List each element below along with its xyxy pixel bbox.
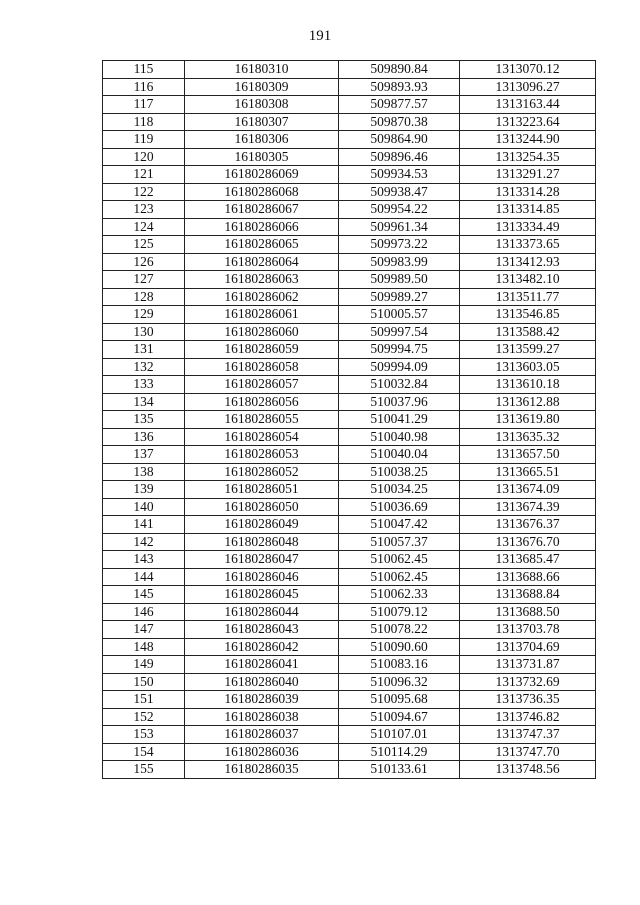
table-row <box>103 236 596 254</box>
row-number-cell: 141 <box>103 516 185 534</box>
y-coordinate-cell: 1313676.37 <box>460 516 596 534</box>
point-id-cell: 16180310 <box>185 61 339 79</box>
point-id-cell: 16180286067 <box>185 201 339 219</box>
y-coordinate-cell: 1313610.18 <box>460 376 596 394</box>
y-coordinate-cell: 1313612.88 <box>460 393 596 411</box>
x-coordinate-cell: 509864.90 <box>339 131 460 149</box>
table-row <box>103 761 596 779</box>
table-row <box>103 673 596 691</box>
row-number-cell: 130 <box>103 323 185 341</box>
y-coordinate-cell: 1313254.35 <box>460 148 596 166</box>
row-number-cell: 147 <box>103 621 185 639</box>
y-coordinate-cell: 1313703.78 <box>460 621 596 639</box>
table-row <box>103 166 596 184</box>
x-coordinate-cell: 510107.01 <box>339 726 460 744</box>
table-row <box>103 586 596 604</box>
row-number-cell: 144 <box>103 568 185 586</box>
point-id-cell: 16180286051 <box>185 481 339 499</box>
table-row <box>103 341 596 359</box>
row-number-cell: 146 <box>103 603 185 621</box>
row-number-cell: 120 <box>103 148 185 166</box>
y-coordinate-cell: 1313163.44 <box>460 96 596 114</box>
point-id-cell: 16180307 <box>185 113 339 131</box>
row-number-cell: 116 <box>103 78 185 96</box>
point-id-cell: 16180286056 <box>185 393 339 411</box>
table-row <box>103 113 596 131</box>
y-coordinate-cell: 1313665.51 <box>460 463 596 481</box>
point-id-cell: 16180286049 <box>185 516 339 534</box>
point-id-cell: 16180286066 <box>185 218 339 236</box>
row-number-cell: 134 <box>103 393 185 411</box>
y-coordinate-cell: 1313482.10 <box>460 271 596 289</box>
point-id-cell: 16180286060 <box>185 323 339 341</box>
x-coordinate-cell: 509994.09 <box>339 358 460 376</box>
y-coordinate-cell: 1313688.84 <box>460 586 596 604</box>
y-coordinate-cell: 1313635.32 <box>460 428 596 446</box>
y-coordinate-cell: 1313373.65 <box>460 236 596 254</box>
y-coordinate-cell: 1313588.42 <box>460 323 596 341</box>
point-id-cell: 16180286046 <box>185 568 339 586</box>
x-coordinate-cell: 509954.22 <box>339 201 460 219</box>
point-id-cell: 16180286043 <box>185 621 339 639</box>
table-row <box>103 61 596 79</box>
row-number-cell: 128 <box>103 288 185 306</box>
coordinates-table-body <box>103 61 596 779</box>
table-row <box>103 218 596 236</box>
point-id-cell: 16180286052 <box>185 463 339 481</box>
table-row <box>103 306 596 324</box>
y-coordinate-cell: 1313412.93 <box>460 253 596 271</box>
row-number-cell: 153 <box>103 726 185 744</box>
point-id-cell: 16180286035 <box>185 761 339 779</box>
row-number-cell: 121 <box>103 166 185 184</box>
row-number-cell: 115 <box>103 61 185 79</box>
row-number-cell: 137 <box>103 446 185 464</box>
x-coordinate-cell: 510032.84 <box>339 376 460 394</box>
point-id-cell: 16180286054 <box>185 428 339 446</box>
x-coordinate-cell: 509896.46 <box>339 148 460 166</box>
table-row <box>103 201 596 219</box>
point-id-cell: 16180286057 <box>185 376 339 394</box>
x-coordinate-cell: 509989.27 <box>339 288 460 306</box>
x-coordinate-cell: 510036.69 <box>339 498 460 516</box>
table-row <box>103 411 596 429</box>
y-coordinate-cell: 1313731.87 <box>460 656 596 674</box>
x-coordinate-cell: 510095.68 <box>339 691 460 709</box>
row-number-cell: 129 <box>103 306 185 324</box>
y-coordinate-cell: 1313674.39 <box>460 498 596 516</box>
point-id-cell: 16180286063 <box>185 271 339 289</box>
y-coordinate-cell: 1313511.77 <box>460 288 596 306</box>
y-coordinate-cell: 1313223.64 <box>460 113 596 131</box>
table-row <box>103 323 596 341</box>
point-id-cell: 16180286055 <box>185 411 339 429</box>
x-coordinate-cell: 510040.04 <box>339 446 460 464</box>
x-coordinate-cell: 510005.57 <box>339 306 460 324</box>
row-number-cell: 145 <box>103 586 185 604</box>
row-number-cell: 119 <box>103 131 185 149</box>
table-row <box>103 96 596 114</box>
x-coordinate-cell: 509870.38 <box>339 113 460 131</box>
table-row <box>103 691 596 709</box>
row-number-cell: 151 <box>103 691 185 709</box>
y-coordinate-cell: 1313096.27 <box>460 78 596 96</box>
point-id-cell: 16180309 <box>185 78 339 96</box>
point-id-cell: 16180286047 <box>185 551 339 569</box>
point-id-cell: 16180286048 <box>185 533 339 551</box>
table-row <box>103 533 596 551</box>
row-number-cell: 152 <box>103 708 185 726</box>
point-id-cell: 16180286059 <box>185 341 339 359</box>
x-coordinate-cell: 509877.57 <box>339 96 460 114</box>
x-coordinate-cell: 510041.29 <box>339 411 460 429</box>
y-coordinate-cell: 1313657.50 <box>460 446 596 464</box>
y-coordinate-cell: 1313599.27 <box>460 341 596 359</box>
y-coordinate-cell: 1313244.90 <box>460 131 596 149</box>
y-coordinate-cell: 1313688.66 <box>460 568 596 586</box>
coordinates-table <box>102 60 596 779</box>
x-coordinate-cell: 510090.60 <box>339 638 460 656</box>
point-id-cell: 16180286037 <box>185 726 339 744</box>
point-id-cell: 16180286065 <box>185 236 339 254</box>
table-row <box>103 376 596 394</box>
row-number-cell: 118 <box>103 113 185 131</box>
x-coordinate-cell: 509997.54 <box>339 323 460 341</box>
table-row <box>103 78 596 96</box>
x-coordinate-cell: 509961.34 <box>339 218 460 236</box>
x-coordinate-cell: 510114.29 <box>339 743 460 761</box>
row-number-cell: 125 <box>103 236 185 254</box>
x-coordinate-cell: 509973.22 <box>339 236 460 254</box>
x-coordinate-cell: 509934.53 <box>339 166 460 184</box>
y-coordinate-cell: 1313748.56 <box>460 761 596 779</box>
x-coordinate-cell: 510062.45 <box>339 568 460 586</box>
row-number-cell: 122 <box>103 183 185 201</box>
table-row <box>103 516 596 534</box>
point-id-cell: 16180286061 <box>185 306 339 324</box>
table-row <box>103 568 596 586</box>
x-coordinate-cell: 510062.33 <box>339 586 460 604</box>
point-id-cell: 16180308 <box>185 96 339 114</box>
table-row <box>103 271 596 289</box>
row-number-cell: 154 <box>103 743 185 761</box>
x-coordinate-cell: 510133.61 <box>339 761 460 779</box>
x-coordinate-cell: 510096.32 <box>339 673 460 691</box>
x-coordinate-cell: 509994.75 <box>339 341 460 359</box>
row-number-cell: 127 <box>103 271 185 289</box>
point-id-cell: 16180286069 <box>185 166 339 184</box>
row-number-cell: 143 <box>103 551 185 569</box>
x-coordinate-cell: 509989.50 <box>339 271 460 289</box>
point-id-cell: 16180305 <box>185 148 339 166</box>
y-coordinate-cell: 1313688.50 <box>460 603 596 621</box>
row-number-cell: 149 <box>103 656 185 674</box>
x-coordinate-cell: 510037.96 <box>339 393 460 411</box>
x-coordinate-cell: 510094.67 <box>339 708 460 726</box>
y-coordinate-cell: 1313546.85 <box>460 306 596 324</box>
row-number-cell: 133 <box>103 376 185 394</box>
y-coordinate-cell: 1313676.70 <box>460 533 596 551</box>
point-id-cell: 16180286038 <box>185 708 339 726</box>
x-coordinate-cell: 510057.37 <box>339 533 460 551</box>
row-number-cell: 124 <box>103 218 185 236</box>
point-id-cell: 16180286062 <box>185 288 339 306</box>
x-coordinate-cell: 509983.99 <box>339 253 460 271</box>
y-coordinate-cell: 1313334.49 <box>460 218 596 236</box>
row-number-cell: 135 <box>103 411 185 429</box>
row-number-cell: 132 <box>103 358 185 376</box>
row-number-cell: 123 <box>103 201 185 219</box>
y-coordinate-cell: 1313747.70 <box>460 743 596 761</box>
y-coordinate-cell: 1313674.09 <box>460 481 596 499</box>
row-number-cell: 155 <box>103 761 185 779</box>
point-id-cell: 16180286050 <box>185 498 339 516</box>
y-coordinate-cell: 1313736.35 <box>460 691 596 709</box>
point-id-cell: 16180286040 <box>185 673 339 691</box>
y-coordinate-cell: 1313314.28 <box>460 183 596 201</box>
point-id-cell: 16180286042 <box>185 638 339 656</box>
table-row <box>103 148 596 166</box>
table-row <box>103 621 596 639</box>
page-number: 191 <box>308 28 332 44</box>
point-id-cell: 16180286041 <box>185 656 339 674</box>
x-coordinate-cell: 510038.25 <box>339 463 460 481</box>
point-id-cell: 16180286044 <box>185 603 339 621</box>
table-row <box>103 393 596 411</box>
y-coordinate-cell: 1313732.69 <box>460 673 596 691</box>
table-row <box>103 726 596 744</box>
y-coordinate-cell: 1313746.82 <box>460 708 596 726</box>
table-row <box>103 743 596 761</box>
row-number-cell: 150 <box>103 673 185 691</box>
table-row <box>103 446 596 464</box>
point-id-cell: 16180286039 <box>185 691 339 709</box>
table-row <box>103 358 596 376</box>
x-coordinate-cell: 510083.16 <box>339 656 460 674</box>
point-id-cell: 16180286036 <box>185 743 339 761</box>
row-number-cell: 148 <box>103 638 185 656</box>
y-coordinate-cell: 1313291.27 <box>460 166 596 184</box>
table-row <box>103 481 596 499</box>
x-coordinate-cell: 510040.98 <box>339 428 460 446</box>
x-coordinate-cell: 509890.84 <box>339 61 460 79</box>
y-coordinate-cell: 1313619.80 <box>460 411 596 429</box>
table-row <box>103 288 596 306</box>
row-number-cell: 136 <box>103 428 185 446</box>
y-coordinate-cell: 1313747.37 <box>460 726 596 744</box>
table-row <box>103 603 596 621</box>
y-coordinate-cell: 1313314.85 <box>460 201 596 219</box>
y-coordinate-cell: 1313685.47 <box>460 551 596 569</box>
point-id-cell: 16180286045 <box>185 586 339 604</box>
table-row <box>103 253 596 271</box>
row-number-cell: 142 <box>103 533 185 551</box>
x-coordinate-cell: 509893.93 <box>339 78 460 96</box>
point-id-cell: 16180306 <box>185 131 339 149</box>
x-coordinate-cell: 510047.42 <box>339 516 460 534</box>
table-row <box>103 708 596 726</box>
table-row <box>103 551 596 569</box>
x-coordinate-cell: 510078.22 <box>339 621 460 639</box>
point-id-cell: 16180286058 <box>185 358 339 376</box>
table-row <box>103 638 596 656</box>
x-coordinate-cell: 509938.47 <box>339 183 460 201</box>
row-number-cell: 138 <box>103 463 185 481</box>
row-number-cell: 131 <box>103 341 185 359</box>
row-number-cell: 139 <box>103 481 185 499</box>
y-coordinate-cell: 1313704.69 <box>460 638 596 656</box>
row-number-cell: 126 <box>103 253 185 271</box>
point-id-cell: 16180286068 <box>185 183 339 201</box>
x-coordinate-cell: 510079.12 <box>339 603 460 621</box>
table-row <box>103 656 596 674</box>
point-id-cell: 16180286064 <box>185 253 339 271</box>
table-row <box>103 463 596 481</box>
table-row <box>103 183 596 201</box>
y-coordinate-cell: 1313070.12 <box>460 61 596 79</box>
table-row <box>103 428 596 446</box>
table-row <box>103 131 596 149</box>
point-id-cell: 16180286053 <box>185 446 339 464</box>
x-coordinate-cell: 510062.45 <box>339 551 460 569</box>
row-number-cell: 117 <box>103 96 185 114</box>
row-number-cell: 140 <box>103 498 185 516</box>
table-row <box>103 498 596 516</box>
x-coordinate-cell: 510034.25 <box>339 481 460 499</box>
y-coordinate-cell: 1313603.05 <box>460 358 596 376</box>
